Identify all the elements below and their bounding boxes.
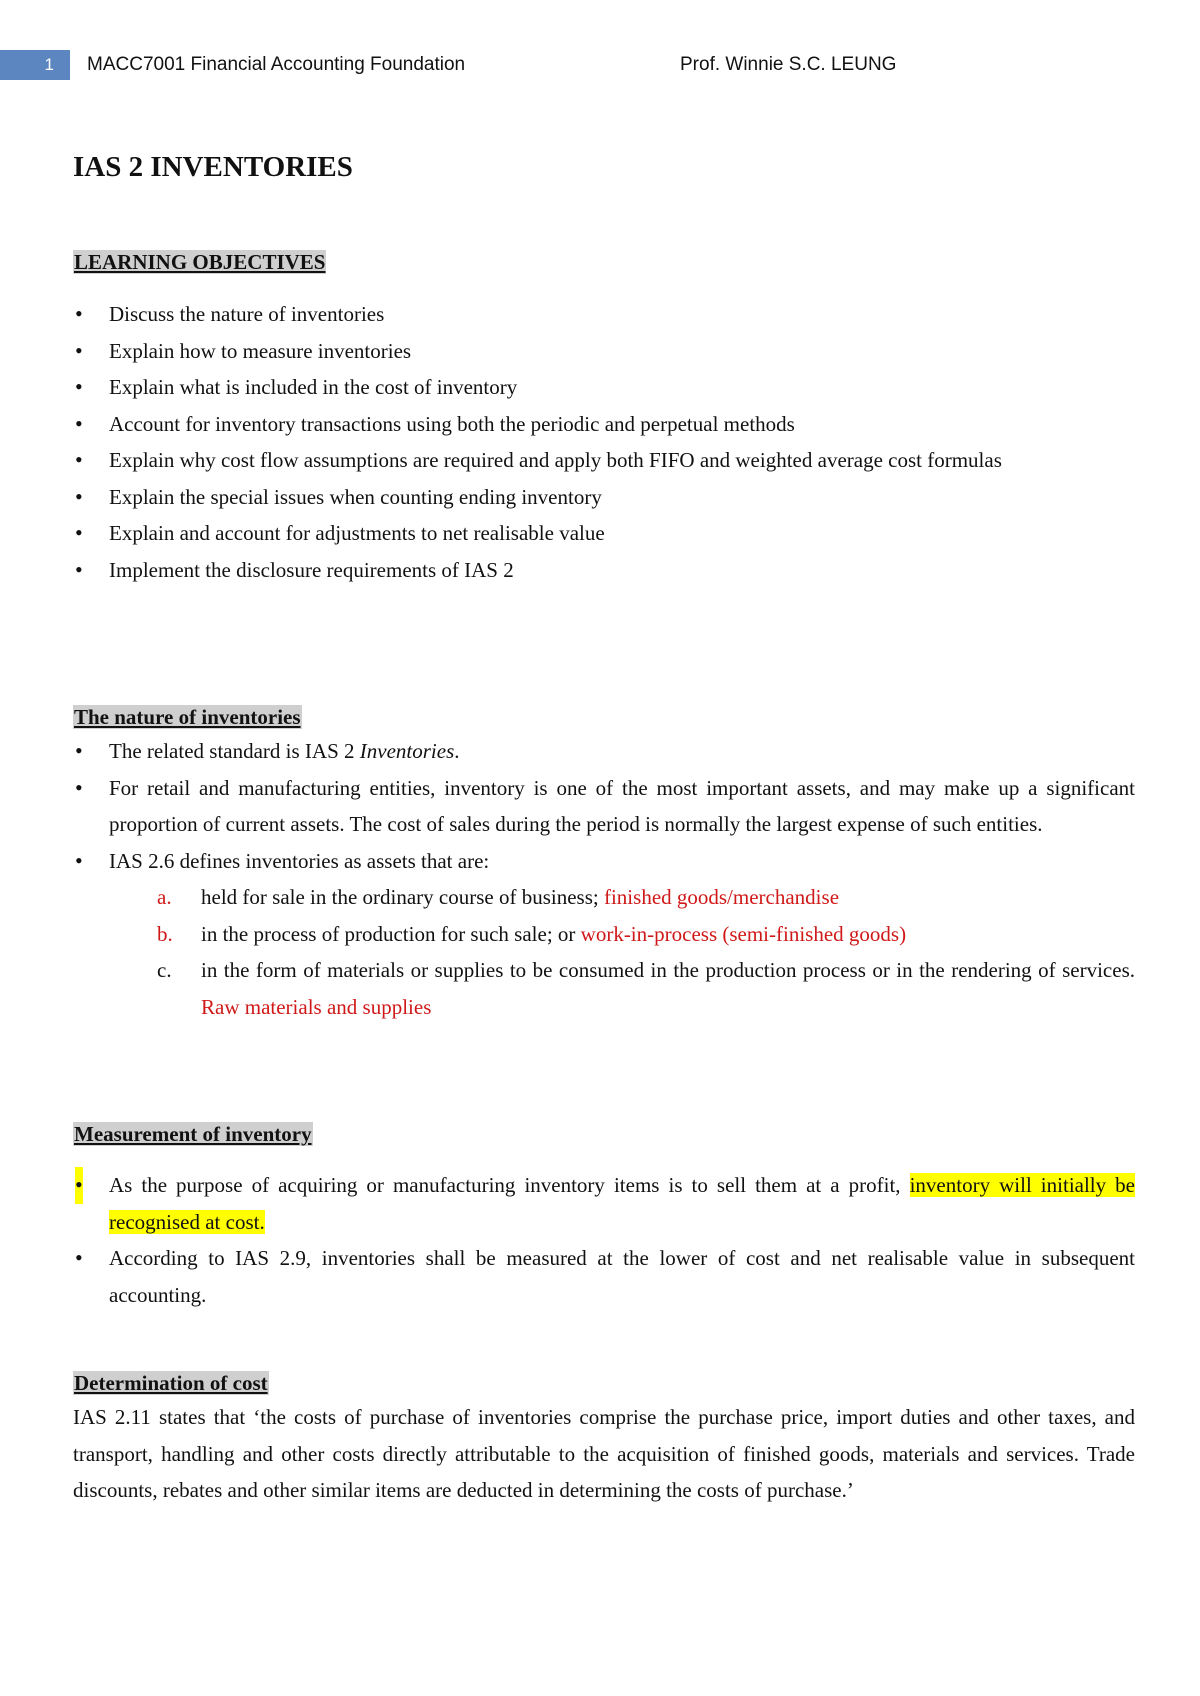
list-item: • Explain what is included in the cost of inventory	[73, 369, 1135, 406]
bullet-icon: •	[75, 1167, 83, 1204]
bullet-icon: •	[75, 847, 83, 873]
bullet-icon: •	[75, 374, 83, 399]
nature-heading: The nature of inventories	[74, 705, 301, 729]
bullet-icon: •	[75, 738, 83, 763]
page-title: IAS 2 INVENTORIES	[73, 151, 353, 183]
list-item: c. in the form of materials or supplies to be consumed in the production process or in the rendering of services. Raw materials and supplies	[157, 958, 1135, 1019]
list-item: • According to IAS 2.9, inventories shall be measured at the lower of cost and net realisable value in subsequent accounting.	[73, 1240, 1135, 1313]
cost-paragraph: IAS 2.11 states that ‘the costs of purchase of inventories comprise the purchase price, import duties and other taxes, and transport, handling and other costs directly attributable to the acquisition of finished goods, materials and services. Trade discounts, rebates and other similar items are deducted in determining the costs of purchase.’	[73, 1405, 1135, 1502]
bullet-icon: •	[75, 1245, 83, 1270]
professor-name: Prof. Winnie S.C. LEUNG	[680, 54, 897, 75]
list-item: • Explain and account for adjustments to net realisable value	[73, 515, 1135, 552]
bullet-icon: •	[75, 410, 83, 436]
list-item: • IAS 2.6 defines inventories as assets that are: a. held for sale in the ordinary course of business; finished goods/merchandise b. in the process of production for such sale; or work-in-process (semi-finished goods) c. in the form of materials or supplies to be consumed in the production process or in the rendering of services. Raw materials and supplies	[73, 843, 1135, 1026]
list-item: • Explain the special issues when counting ending inventory	[73, 479, 1135, 516]
bullet-icon: •	[75, 774, 83, 800]
measurement-heading: Measurement of inventory	[74, 1122, 312, 1146]
learning-objectives-heading: LEARNING OBJECTIVES	[74, 250, 326, 274]
nature-list	[73, 733, 1135, 1025]
bullet-icon: •	[75, 337, 83, 363]
list-item: • For retail and manufacturing entities, inventory is one of the most important assets, and may make up a significant proportion of current assets. The cost of sales during the period is normally the largest expense of such entities.	[73, 770, 1135, 843]
list-item: • The related standard is IAS 2 Inventories.	[73, 733, 1135, 770]
list-item: • Explain how to measure inventories	[73, 333, 1135, 370]
cost-heading: Determination of cost	[74, 1371, 268, 1395]
inventory-types-list	[73, 879, 1135, 1025]
learning-objectives-list	[73, 296, 1135, 588]
list-item: • Discuss the nature of inventories	[73, 296, 1135, 333]
list-item: • Implement the disclosure requirements of IAS 2	[73, 552, 1135, 589]
bullet-icon: •	[75, 520, 83, 545]
page-header	[0, 0, 1200, 90]
list-item: • As the purpose of acquiring or manufacturing inventory items is to sell them at a profit, inventory will initially be recognised at cost.	[73, 1167, 1135, 1240]
bullet-icon: •	[75, 556, 83, 582]
page-number: 1	[0, 50, 70, 80]
measurement-list	[73, 1167, 1135, 1313]
bullet-icon: •	[75, 447, 83, 472]
bullet-icon: •	[75, 483, 83, 509]
list-item: a. held for sale in the ordinary course of business; finished goods/merchandise	[157, 885, 840, 909]
list-item: • Explain why cost flow assumptions are required and apply both FIFO and weighted average cost formulas	[73, 442, 1135, 479]
bullet-icon: •	[75, 301, 83, 326]
list-item: b. in the process of production for such sale; or work-in-process (semi-finished goods)	[157, 921, 907, 946]
list-item: • Account for inventory transactions using both the periodic and perpetual methods	[73, 406, 1135, 443]
course-title: MACC7001 Financial Accounting Foundation	[87, 54, 466, 75]
